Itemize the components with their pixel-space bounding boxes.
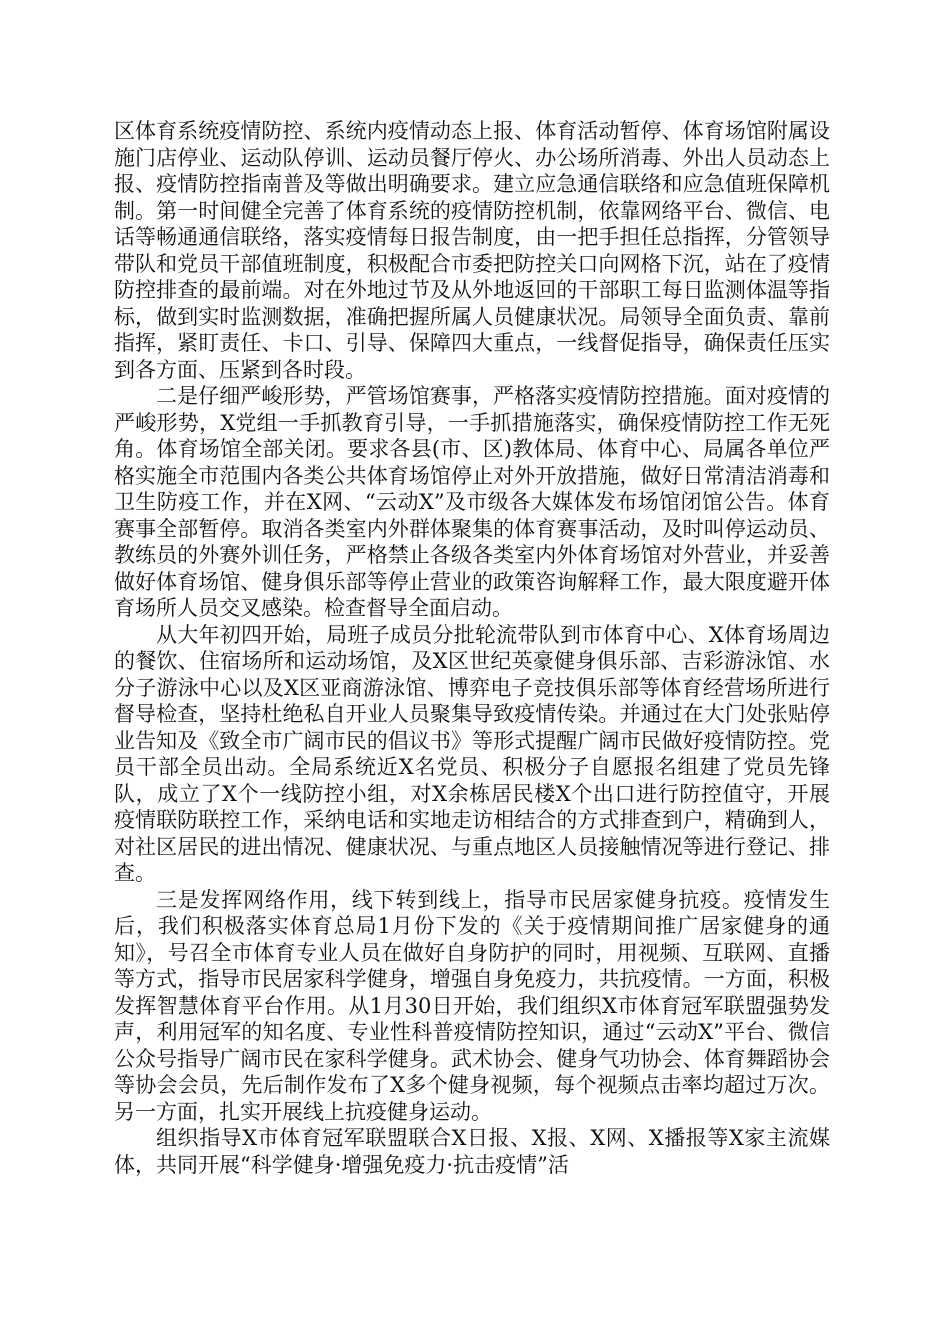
paragraph-3: 从大年初四开始，局班子成员分批轮流带队到市体育中心、X体育场周边的餐饮、住宿场所和运动场馆，及X区世纪英豪健身俱乐部、吉彩游泳馆、水分子游泳中心以及X区亚商游泳馆、博弈电子竞技俱乐部等体育经营场所进行督导检查，坚持杜绝私自开业人员聚集导致疫情传染。并通过在大门处张贴停业告知及《致全市广阔市民的倡议书》等形式提醒广阔市民做好疫情防控。党员干部全员出动。全局系统近X名党员、积极分子自愿报名组建了党员先锋队，成立了X个一线防控小组，对X余栋居民楼X个出口进行防控值守，开展疫情联防联控工作，采纳电话和实地走访相结合的方式排查到户，精确到人，对社区居民的进出情况、健康状况、与重点地区人员接触情况等进行登记、排查。 <box>114 622 830 885</box>
paragraph-5: 组织指导X市体育冠军联盟联合X日报、X报、X网、X播报等X家主流媒体，共同开展“科学健身·增强免疫力·抗击疫情”活 <box>114 1126 830 1177</box>
paragraph-1: 区体育系统疫情防控、系统内疫情动态上报、体育活动暂停、体育场馆附属设施门店停业、运动队停训、运动员餐厅停火、办公场所消毒、外出人员动态上报、疫情防控指南普及等做出明确要求。建立应急通信联络和应急值班保障机制。第一时间健全完善了体育系统的疫情防控机制，依靠网络平台、微信、电话等畅通通信联络，落实疫情每日报告制度，由一把手担任总指挥，分管领导带队和党员干部值班制度，积极配合市委把防控关口向网格下沉，站在了疫情防控排查的最前端。对在外地过节及从外地返回的干部职工每日监测体温等指标，做到实时监测数据，准确把握所属人员健康状况。局领导全面负责、靠前指挥，紧盯责任、卡口、引导、保障四大重点，一线督促指导，确保责任压实到各方面、压紧到各时段。 <box>114 119 830 382</box>
paragraph-4: 三是发挥网络作用，线下转到线上，指导市民居家健身抗疫。疫情发生后，我们积极落实体育总局1月份下发的《关于疫情期间推广居家健身的通知》，号召全市体育专业人员在做好自身防护的同时，用视频、互联网、直播等方式，指导市民居家科学健身，增强自身免疫力，共抗疫情。一方面，积极发挥智慧体育平台作用。从1月30日开始，我们组织X市体育冠军联盟强势发声，利用冠军的知名度、专业性科普疫情防控知识，通过“云动X”平台、微信公众号指导广阔市民在家科学健身。武术协会、健身气功协会、体育舞蹈协会等协会会员，先后制作发布了X多个健身视频，每个视频点击率均超过万次。另一方面，扎实开展线上抗疫健身运动。 <box>114 887 830 1124</box>
document-page <box>114 118 830 1178</box>
paragraph-2: 二是仔细严峻形势，严管场馆赛事，严格落实疫情防控措施。面对疫情的严峻形势，X党组一手抓教育引导，一手抓措施落实，确保疫情防控工作无死角。体育场馆全部关闭。要求各县(市、区)教体局、体育中心、局属各单位严格实施全市范围内各类公共体育场馆停止对外开放措施，做好日常清洁消毒和卫生防疫工作，并在X网、“云动X”及市级各大媒体发布场馆闭馆公告。体育赛事全部暂停。取消各类室内外群体聚集的体育赛事活动，及时叫停运动员、教练员的外赛外训任务，严格禁止各级各类室内外体育场馆对外营业，并妥善做好体育场馆、健身俱乐部等停止营业的政策咨询解释工作，最大限度避开体育场所人员交叉感染。检查督导全面启动。 <box>114 384 830 620</box>
